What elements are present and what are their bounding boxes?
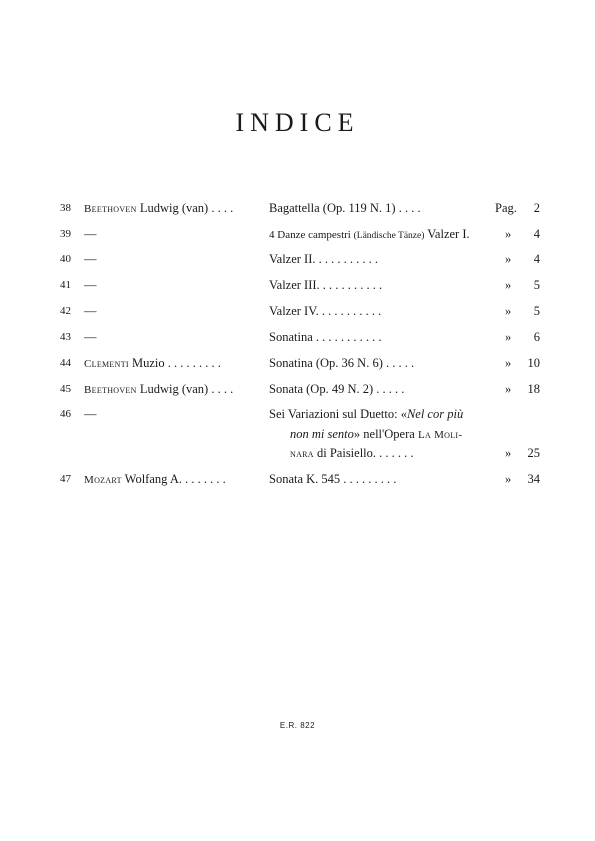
page-number: 5 — [533, 278, 540, 292]
opera-title: nara — [290, 448, 314, 460]
composer-dash: — — [84, 304, 97, 318]
page-ref-label: » — [505, 330, 512, 344]
work-title-line-2 — [290, 425, 462, 444]
composer-given: Ludwig (van) . . . . — [136, 201, 234, 215]
work-title-text: di Paisiello. . . . . . . — [313, 446, 414, 460]
composer-surname: Mozart — [84, 474, 122, 486]
page-ref-label: Pag. — [495, 201, 517, 215]
entry-number: 42 — [60, 305, 71, 317]
composer-given: Wolfang A. . . . . . . . — [121, 472, 226, 486]
work-title-tail: Valzer I. — [424, 227, 470, 241]
composer-dash: — — [84, 252, 97, 266]
work-title-text: » nell'Opera — [353, 427, 418, 441]
composer — [84, 354, 221, 373]
page-number: 25 — [527, 446, 540, 460]
work-title — [269, 225, 470, 245]
work-title: Sonatina . . . . . . . . . . . — [269, 330, 382, 344]
page-number: 4 — [533, 252, 540, 266]
entry-number: 46 — [60, 408, 71, 420]
page-ref-label: » — [505, 252, 512, 266]
composer-given: Ludwig (van) . . . . — [136, 382, 234, 396]
index-entry-46-final — [0, 444, 595, 462]
work-title-main: 4 Danze campestri — [269, 229, 354, 241]
index-entry-44 — [0, 354, 595, 372]
work-title-line-3 — [290, 444, 414, 463]
page-title: INDICE — [235, 108, 360, 137]
index-entry-41 — [0, 276, 595, 294]
work-title: Sonatina (Op. 36 N. 6) . . . . . — [269, 356, 415, 370]
entry-number: 45 — [60, 383, 71, 395]
index-entry-40 — [0, 250, 595, 268]
composer — [84, 199, 233, 218]
page-number: 5 — [533, 304, 540, 318]
composer-dash: — — [84, 330, 97, 344]
work-title: Valzer III. . . . . . . . . . . — [269, 278, 383, 292]
work-subtitle: (Ländische Tänze) — [353, 231, 425, 241]
entry-number: 40 — [60, 253, 71, 265]
index-entry-47 — [0, 470, 595, 488]
work-title: Sonata K. 545 . . . . . . . . . — [269, 472, 397, 486]
work-title: Sonata (Op. 49 N. 2) . . . . . — [269, 382, 405, 396]
entry-number: 38 — [60, 202, 71, 214]
index-entry-42 — [0, 302, 595, 320]
entry-number: 47 — [60, 473, 71, 485]
work-title-italic: Nel cor più — [406, 407, 464, 421]
opera-title: La Moli- — [417, 429, 463, 441]
composer — [84, 380, 233, 399]
page-number: 4 — [533, 227, 540, 241]
plate-number: E.R. 822 — [279, 721, 316, 730]
index-entry-45 — [0, 380, 595, 398]
work-title-line-1 — [269, 405, 463, 423]
page-number: 6 — [533, 330, 540, 344]
index-entry-38 — [0, 199, 595, 217]
page-number: 18 — [527, 382, 540, 396]
composer-dash: — — [84, 278, 97, 292]
work-title-italic: non mi sento — [290, 427, 354, 441]
work-title: Valzer II. . . . . . . . . . . — [269, 252, 378, 266]
page-number: 10 — [527, 356, 540, 370]
work-title-text: Sei Variazioni sul Duetto: « — [269, 407, 407, 421]
entry-number: 43 — [60, 331, 71, 343]
index-entry-46 — [0, 405, 595, 423]
composer-surname: Clementi — [84, 358, 129, 370]
page-ref-label: » — [505, 278, 512, 292]
page-ref-label: » — [505, 446, 512, 460]
page-ref-label: » — [505, 382, 512, 396]
page-ref-label: » — [505, 304, 512, 318]
composer — [84, 470, 226, 489]
composer-surname: Beethoven — [84, 203, 137, 215]
index-entry-39 — [0, 225, 595, 243]
page-number: 34 — [527, 472, 540, 486]
entry-number: 44 — [60, 357, 71, 369]
page-ref-label: » — [505, 472, 512, 486]
page-ref-label: » — [505, 356, 512, 370]
index-entry-43 — [0, 328, 595, 346]
composer-given: Muzio . . . . . . . . . — [128, 356, 221, 370]
composer-dash: — — [84, 227, 97, 241]
work-title: Valzer IV. . . . . . . . . . . — [269, 304, 382, 318]
composer-dash: — — [84, 407, 97, 421]
work-title: Bagattella (Op. 119 N. 1) . . . . — [269, 201, 421, 215]
page-number: 2 — [533, 201, 540, 215]
composer-surname: Beethoven — [84, 384, 137, 396]
entry-number: 41 — [60, 279, 71, 291]
page-ref-label: » — [505, 227, 512, 241]
entry-number: 39 — [60, 228, 71, 240]
